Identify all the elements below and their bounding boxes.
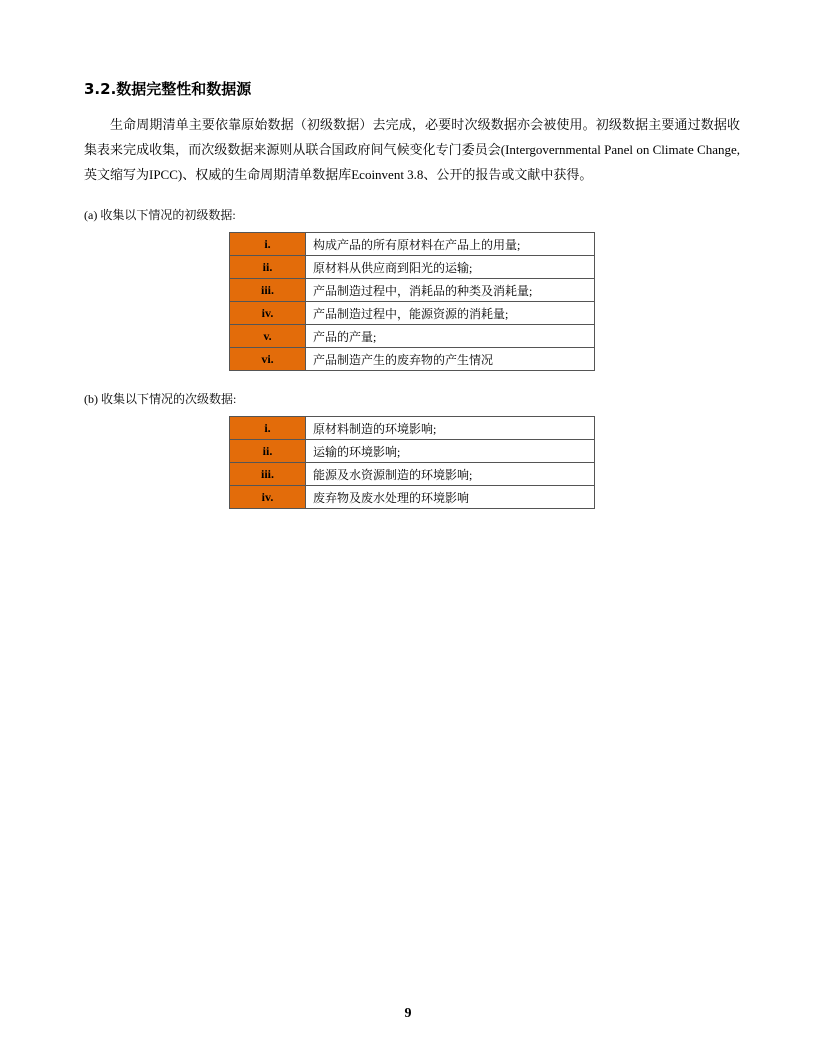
row-text: 构成产品的所有原材料在产品上的用量; [306,233,595,256]
table-row [230,233,595,256]
row-text: 废弃物及废水处理的环境影响 [306,486,595,509]
secondary-data-label: (b) 收集以下情况的次级数据: [84,392,237,406]
table-row [230,417,595,440]
row-number: i. [230,417,306,440]
row-number: ii. [230,440,306,463]
table-row [230,463,595,486]
section-heading: 3.2.数据完整性和数据源 [84,80,252,98]
row-number: i. [230,233,306,256]
table-row [230,348,595,371]
row-number: v. [230,325,306,348]
table-row [230,325,595,348]
row-number: iv. [230,302,306,325]
row-text: 原材料从供应商到阳光的运输; [306,256,595,279]
paragraph-text: 生命周期清单主要依靠原始数据（初级数据）去完成，必要时次级数据亦会被使用。初级数据主要通过数据收集表来完成收集，而次级数据来源则从联合国政府间气候变化专门委员会(Intergovernmental Panel on Climate Change, 英文缩写为IPCC)、权威的生命周期清单数据库Ecoinvent 3.8、公开的报告或文献中获得。 [84,117,740,182]
row-text: 运输的环境影响; [306,440,595,463]
row-number: ii. [230,256,306,279]
primary-data-label: (a) 收集以下情况的初级数据: [84,208,236,222]
row-text: 能源及水资源制造的环境影响; [306,463,595,486]
page-number: 9 [404,1006,412,1021]
primary-data-table [229,232,595,371]
row-number: iii. [230,463,306,486]
table-row [230,279,595,302]
row-text: 产品的产量; [306,325,595,348]
row-number: iii. [230,279,306,302]
row-text: 产品制造产生的废弃物的产生情况 [306,348,595,371]
secondary-data-table [229,416,595,509]
table-row [230,440,595,463]
table-row [230,302,595,325]
row-text: 产品制造过程中，消耗品的种类及消耗量; [306,279,595,302]
row-text: 原材料制造的环境影响; [306,417,595,440]
row-text: 产品制造过程中，能源资源的消耗量; [306,302,595,325]
row-number: iv. [230,486,306,509]
row-number: vi. [230,348,306,371]
table-row [230,486,595,509]
body-paragraph [84,112,740,187]
table-row [230,256,595,279]
